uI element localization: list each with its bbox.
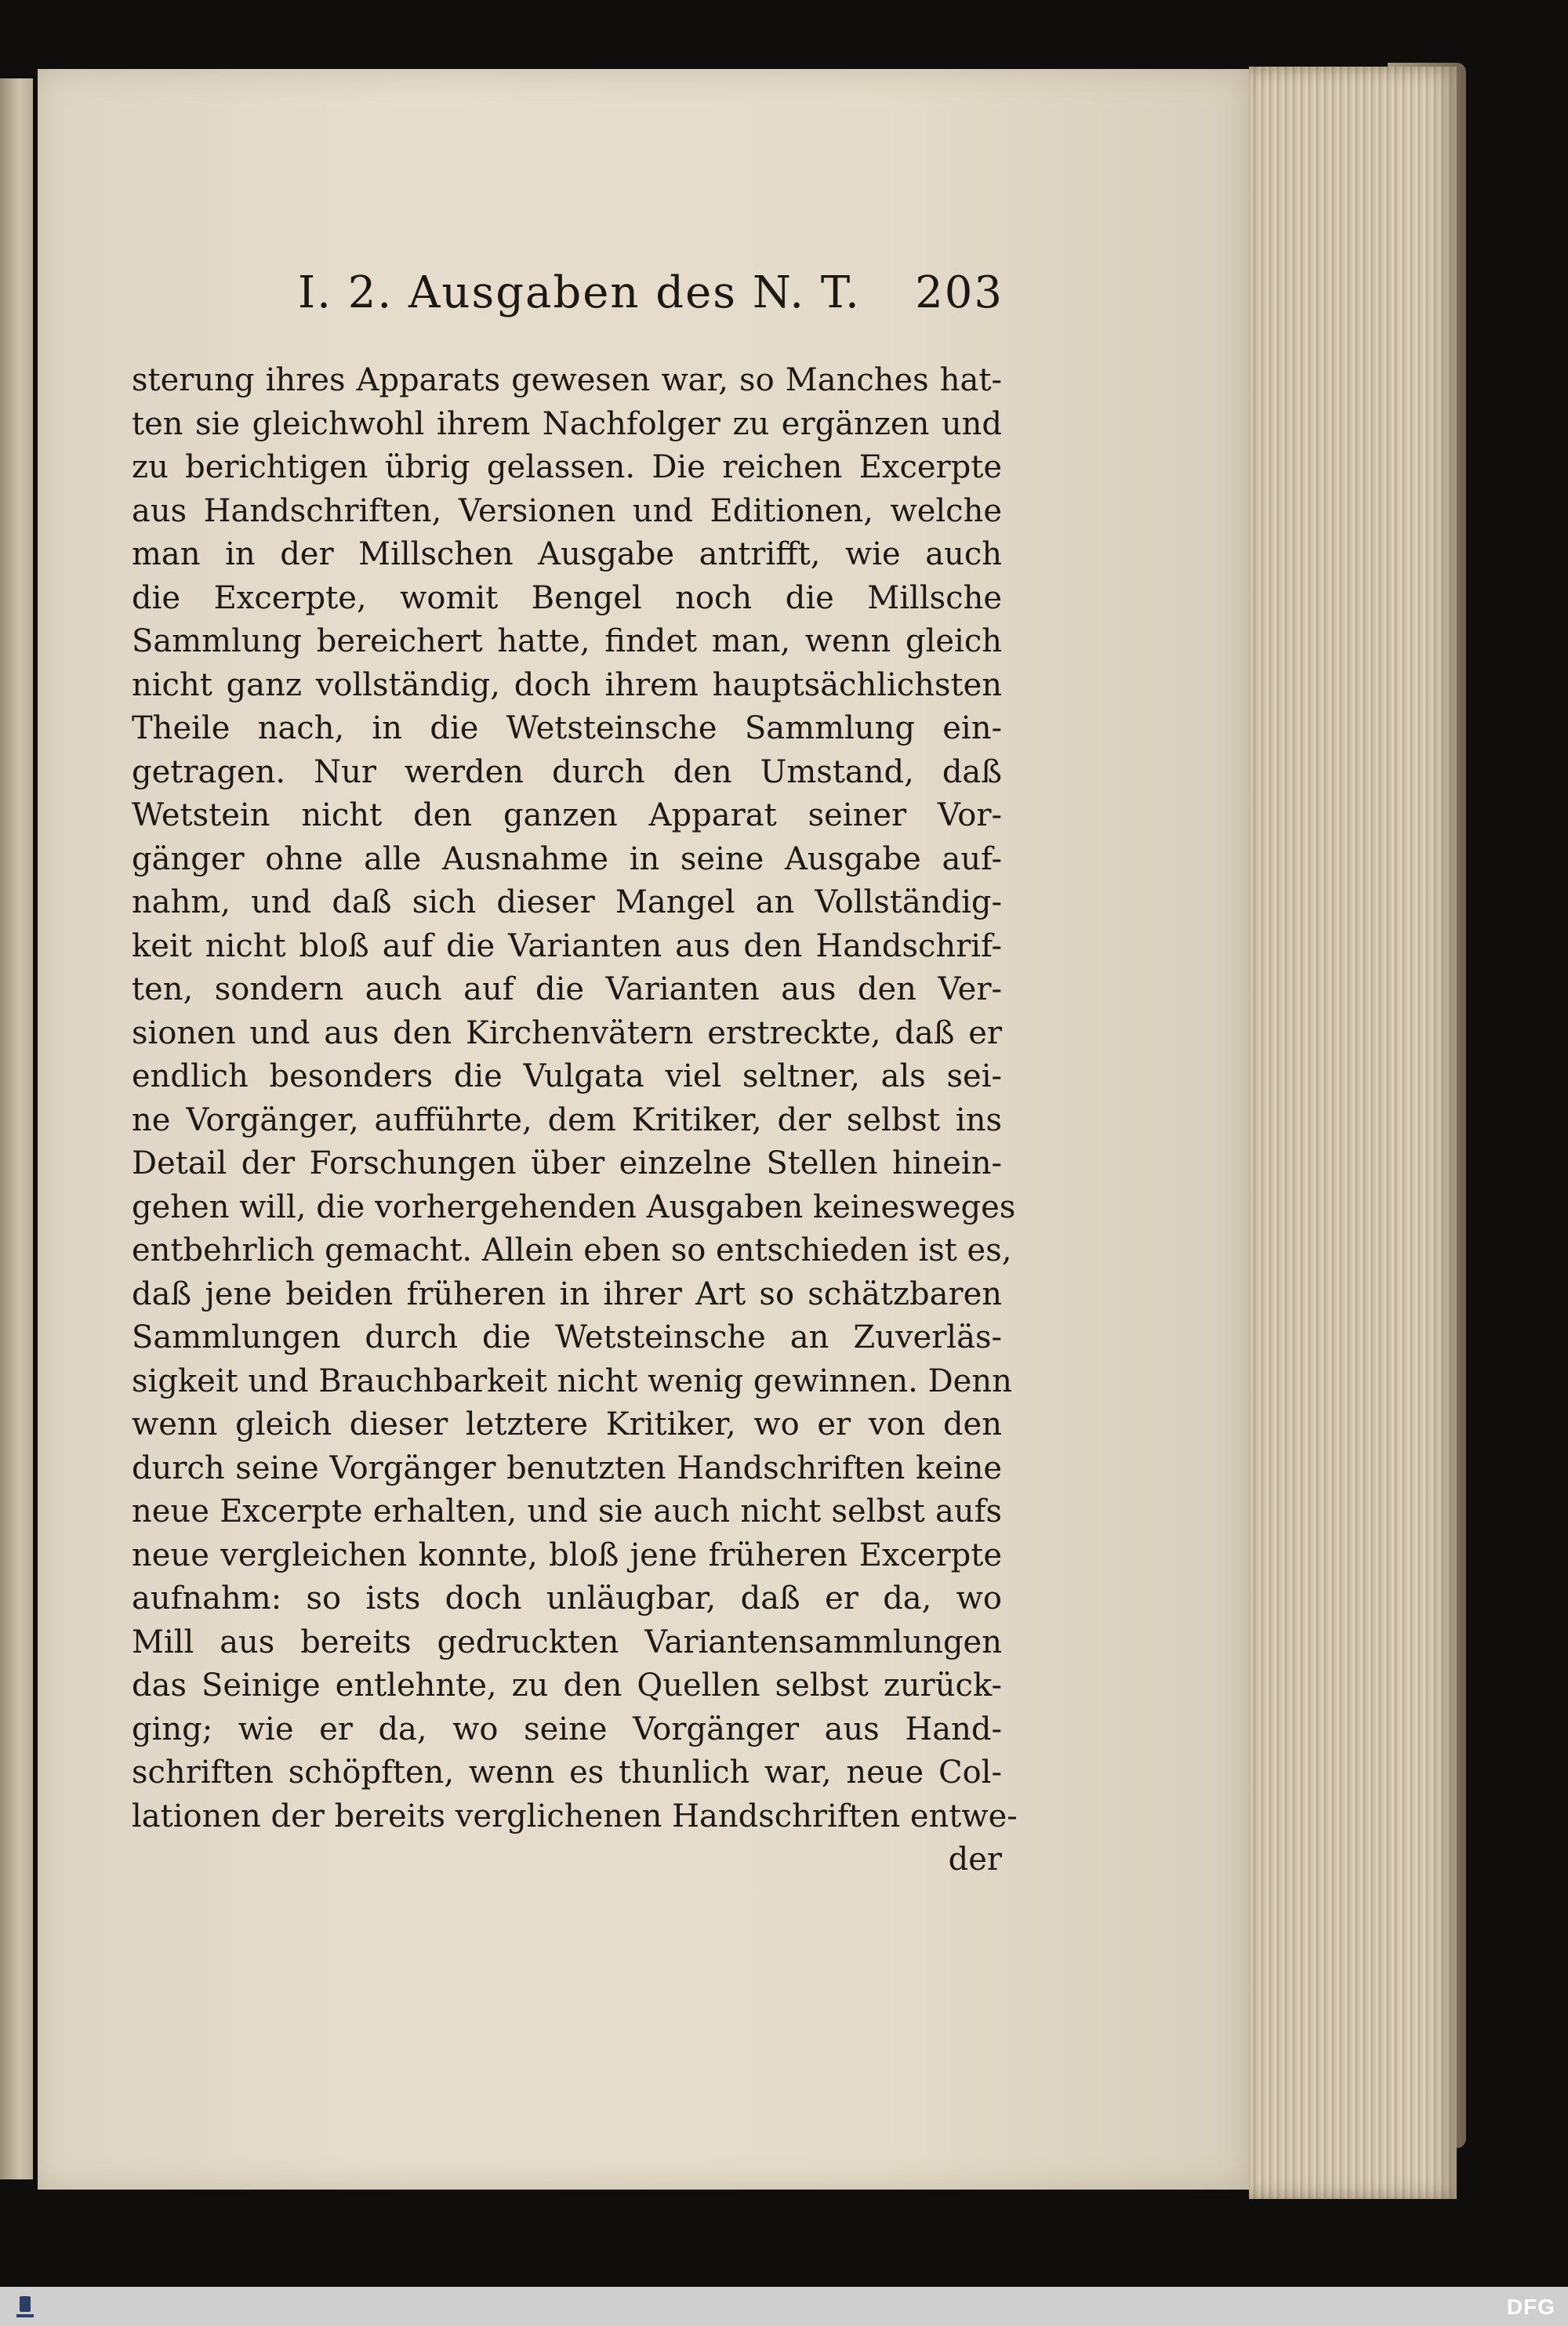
text-line: sterung ihres Apparats gewesen war, so Manches hat- <box>132 362 1002 398</box>
text-line: ging; wie er da, wo seine Vorgänger aus Hand- <box>132 1711 1002 1747</box>
left-page-edge <box>0 78 33 2179</box>
text-line: nahm, und daß sich dieser Mangel an Vollständig- <box>132 884 1002 920</box>
text-line: aus Handschriften, Versionen und Editionen, welche <box>132 492 1002 529</box>
viewer-footer-bar <box>0 2287 1568 2326</box>
text-line: wenn gleich dieser letztere Kritiker, wo er von den <box>132 1406 1002 1442</box>
body-text <box>132 359 1018 1882</box>
page-stack-edge <box>1249 67 1457 2199</box>
text-line: die Excerpte, womit Bengel noch die Millsche <box>132 579 1002 616</box>
dfg-logo: DFG <box>1506 2295 1555 2319</box>
text-line: neue Excerpte erhalten, und sie auch nicht selbst aufs <box>132 1493 1002 1529</box>
text-line: zu berichtigen übrig gelassen. Die reichen Excerpte <box>132 449 1002 485</box>
text-line: Detail der Forschungen über einzelne Stellen hinein- <box>132 1145 1002 1181</box>
catchword: der <box>948 1842 1002 1878</box>
text-line: aufnahm: so ists doch unläugbar, daß er da, wo <box>132 1580 1002 1617</box>
library-logo-icon <box>11 2291 39 2322</box>
text-line: lationen der bereits verglichenen Handschriften entwe- <box>132 1798 1018 1834</box>
text-line: entbehrlich gemacht. Allein eben so entschieden ist es, <box>132 1232 1012 1268</box>
text-line: das Seinige entlehnte, zu den Quellen selbst zurück- <box>132 1667 1002 1704</box>
running-head-title: I. 2. Ausgaben des N. T. <box>298 267 861 318</box>
text-line: endlich besonders die Vulgata viel seltner, als sei- <box>132 1058 1002 1094</box>
text-line: sigkeit und Brauchbarkeit nicht wenig gewinnen. Denn <box>132 1363 1012 1399</box>
text-line: Wetstein nicht den ganzen Apparat seiner Vor- <box>132 797 1002 833</box>
text-line: gehen will, die vorhergehenden Ausgaben keinesweges <box>132 1188 1016 1225</box>
text-line: daß jene beiden früheren in ihrer Art so schätzbaren <box>132 1275 1002 1312</box>
text-line: Theile nach, in die Wetsteinsche Sammlung ein- <box>132 710 1002 746</box>
text-line: durch seine Vorgänger benutzten Handschriften keine <box>132 1450 1002 1486</box>
text-line: schriften schöpften, wenn es thunlich war, neue Col- <box>132 1754 1002 1791</box>
text-line: ten sie gleichwohl ihrem Nachfolger zu ergänzen und <box>132 405 1002 442</box>
text-line: ne Vorgänger, aufführte, dem Kritiker, der selbst ins <box>132 1101 1002 1138</box>
text-line: nicht ganz vollständig, doch ihrem hauptsächlichsten <box>132 666 1002 703</box>
text-line: Mill aus bereits gedruckten Variantensammlungen <box>132 1624 1002 1660</box>
page-number: 203 <box>915 267 1004 318</box>
text-line: man in der Millschen Ausgabe antrifft, wie auch <box>132 536 1002 572</box>
text-line: neue vergleichen konnte, bloß jene früheren Excerpte <box>132 1537 1002 1573</box>
text-line: Sammlungen durch die Wetsteinsche an Zuverläs- <box>132 1319 1002 1355</box>
text-line: gänger ohne alle Ausnahme in seine Ausgabe auf- <box>132 840 1002 877</box>
text-line: ten, sondern auch auf die Varianten aus den Ver- <box>132 971 1002 1007</box>
text-line: Sammlung bereichert hatte, findet man, wenn gleich <box>132 623 1002 659</box>
text-line: getragen. Nur werden durch den Umstand, daß <box>132 753 1002 790</box>
text-line: keit nicht bloß auf die Varianten aus den Handschrif- <box>132 927 1002 964</box>
text-line: sionen und aus den Kirchenvätern erstreckte, daß er <box>132 1014 1002 1051</box>
running-head <box>298 257 1004 328</box>
